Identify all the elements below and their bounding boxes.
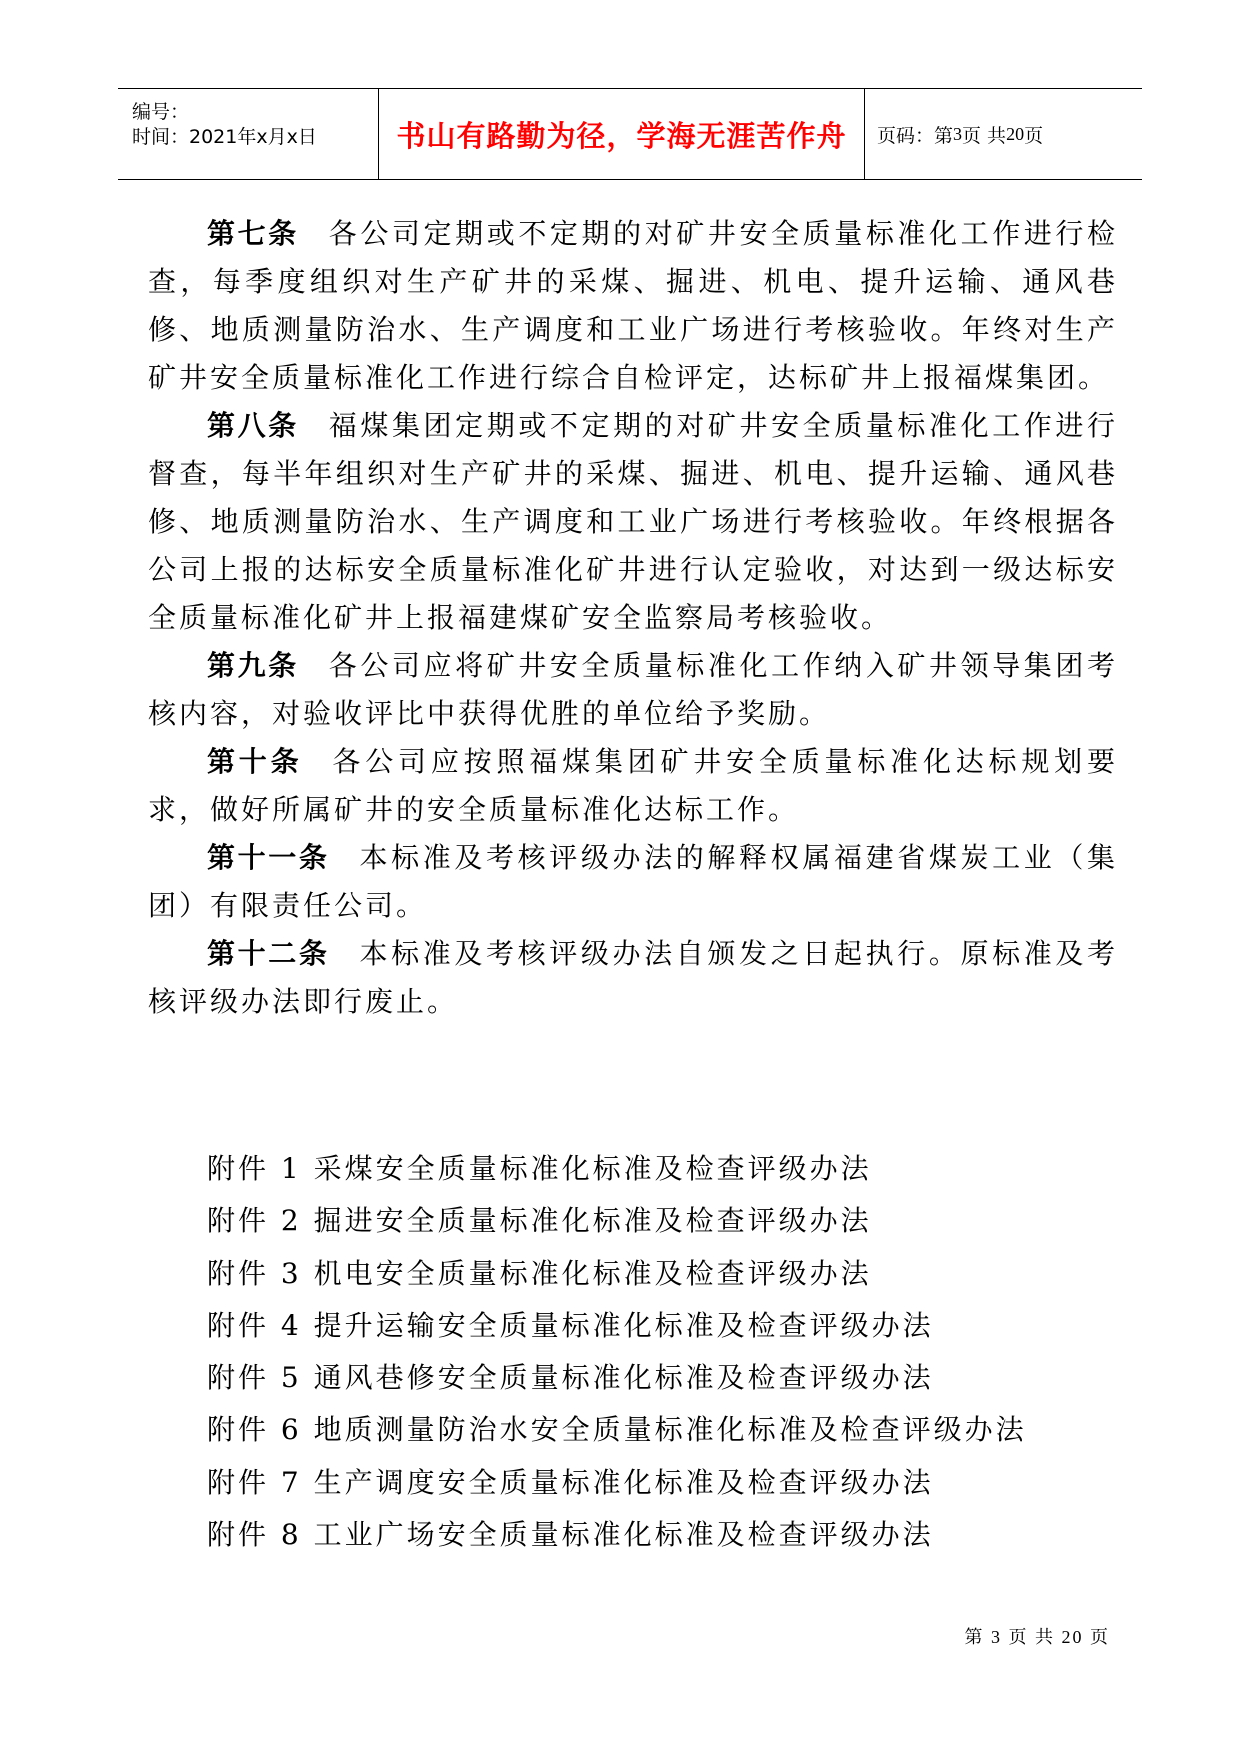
article-7 — [148, 210, 1118, 402]
article-text: 各公司应按照福煤集团矿井安全质量标准化达标规划要求，做好所属矿井的安全质量标准化达标工作。 — [148, 745, 1118, 826]
article-text: 福煤集团定期或不定期的对矿井安全质量标准化工作进行督查，每半年组织对生产矿井的采煤、掘进、机电、提升运输、通风巷修、地质测量防治水、生产调度和工业广场进行考核验收。年终根据各公司上报的达标安全质量标准化矿井进行认定验收，对达到一级达标安全质量标准化矿井上报福建煤矿安全监察局考核验收。 — [148, 409, 1118, 634]
article-11 — [148, 834, 1118, 930]
page-footer: 第 3 页 共 20 页 — [964, 1627, 1110, 1647]
page-total: 20 — [1006, 123, 1025, 144]
article-heading: 第九条 — [207, 649, 299, 682]
article-heading: 第十一条 — [207, 841, 330, 874]
article-text: 本标准及考核评级办法的解释权属福建省煤炭工业（集团）有限责任公司。 — [148, 841, 1118, 922]
header-page-cell — [865, 89, 1142, 179]
article-heading: 第十条 — [207, 745, 303, 778]
attachment-item: 附件 2 掘进安全质量标准化标准及检查评级办法 — [207, 1204, 872, 1238]
document-time-label: 时间：2021年x月x日 — [132, 126, 317, 148]
attachment-item: 附件 5 通风巷修安全质量标准化标准及检查评级办法 — [207, 1361, 934, 1395]
attachment-item: 附件 4 提升运输安全质量标准化标准及检查评级办法 — [207, 1308, 934, 1342]
article-text: 本标准及考核评级办法自颁发之日起执行。原标准及考核评级办法即行废止。 — [148, 937, 1118, 1018]
article-heading: 第七条 — [207, 217, 299, 250]
page-header — [118, 88, 1142, 180]
article-8 — [148, 402, 1118, 642]
page-middle: 页 共 — [962, 124, 1007, 147]
page-prefix: 页码：第 — [877, 124, 954, 147]
attachment-list — [207, 1143, 1027, 1561]
attachment-item: 附件 3 机电安全质量标准化标准及检查评级办法 — [207, 1256, 872, 1290]
header-motto-cell — [379, 89, 865, 179]
article-text: 各公司定期或不定期的对矿井安全质量标准化工作进行检查，每季度组织对生产矿井的采煤、掘进、机电、提升运输、通风巷修、地质测量防治水、生产调度和工业广场进行考核验收。年终对生产矿井安全质量标准化工作进行综合自检评定，达标矿井上报福煤集团。 — [148, 217, 1118, 394]
header-motto: 书山有路勤为径，学海无涯苦作舟 — [396, 118, 847, 153]
document-number-label: 编号： — [132, 101, 190, 123]
article-text: 各公司应将矿井安全质量标准化工作纳入矿井领导集团考核内容，对验收评比中获得优胜的单位给予奖励。 — [148, 649, 1118, 730]
page-suffix: 页 — [1024, 124, 1044, 147]
article-heading: 第八条 — [207, 409, 299, 442]
article-9 — [148, 642, 1118, 738]
article-10 — [148, 738, 1118, 834]
attachment-item: 附件 6 地质测量防治水安全质量标准化标准及检查评级办法 — [207, 1413, 1027, 1447]
attachment-item: 附件 1 采煤安全质量标准化标准及检查评级办法 — [207, 1152, 872, 1185]
header-info-cell — [118, 89, 379, 179]
attachment-item: 附件 7 生产调度安全质量标准化标准及检查评级办法 — [207, 1465, 934, 1499]
article-heading: 第十二条 — [207, 937, 330, 970]
article-12 — [148, 930, 1118, 1026]
article-body — [148, 210, 1118, 1026]
page-current: 3 — [953, 123, 963, 144]
attachment-item: 附件 8 工业广场安全质量标准化标准及检查评级办法 — [207, 1518, 934, 1552]
